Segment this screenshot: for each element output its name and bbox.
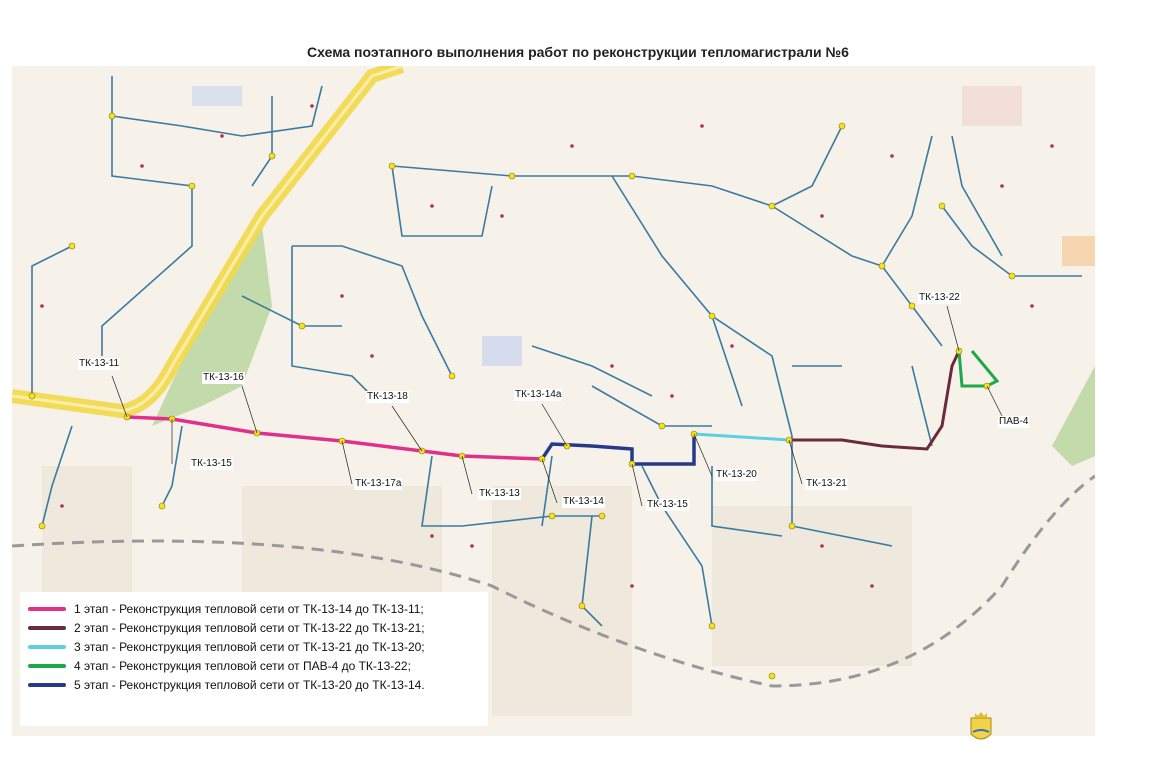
label-tk-13-14: ТК-13-14: [563, 496, 604, 507]
legend-text: 2 этап - Реконструкция тепловой сети от ТК-13-22 до ТК-13-21;: [74, 621, 425, 635]
map-legend: [20, 592, 488, 726]
label-tk-13-20: ТК-13-20: [716, 469, 757, 480]
legend-swatch-stage5: [28, 683, 66, 687]
label-tk-13-15-left: ТК-13-15: [191, 458, 232, 469]
legend-swatch-stage2: [28, 626, 66, 630]
label-tk-13-17a: ТК-13-17а: [355, 478, 402, 489]
city-emblem-icon: [968, 710, 994, 746]
legend-text: 3 этап - Реконструкция тепловой сети от ТК-13-21 до ТК-13-20;: [74, 640, 425, 654]
legend-item: [28, 619, 425, 637]
label-tk-13-22: ТК-13-22: [919, 292, 960, 303]
legend-item: [28, 657, 411, 675]
legend-swatch-stage4: [28, 664, 66, 668]
legend-swatch-stage1: [28, 607, 66, 611]
label-tk-13-18: ТК-13-18: [367, 391, 408, 402]
legend-text: 5 этап - Реконструкция тепловой сети от ТК-13-20 до ТК-13-14.: [74, 678, 425, 692]
label-tk-13-15-right: ТК-13-15: [647, 499, 688, 510]
legend-swatch-stage3: [28, 645, 66, 649]
label-tk-13-14a: ТК-13-14а: [515, 389, 562, 400]
page-title: Схема поэтапного выполнения работ по реконструкции тепломагистрали №6: [307, 44, 849, 60]
label-pav-4: ПАВ-4: [999, 416, 1029, 427]
label-tk-13-16: ТК-13-16: [203, 372, 244, 383]
legend-text: 1 этап - Реконструкция тепловой сети от ТК-13-14 до ТК-13-11;: [74, 602, 424, 616]
legend-item: [28, 638, 425, 656]
label-tk-13-13: ТК-13-13: [479, 488, 520, 499]
legend-text: 4 этап - Реконструкция тепловой сети от ПАВ-4 до ТК-13-22;: [74, 659, 411, 673]
legend-item: [28, 676, 425, 694]
label-tk-13-21: ТК-13-21: [806, 478, 847, 489]
legend-item: [28, 600, 424, 618]
label-tk-13-11: ТК-13-11: [79, 358, 120, 369]
